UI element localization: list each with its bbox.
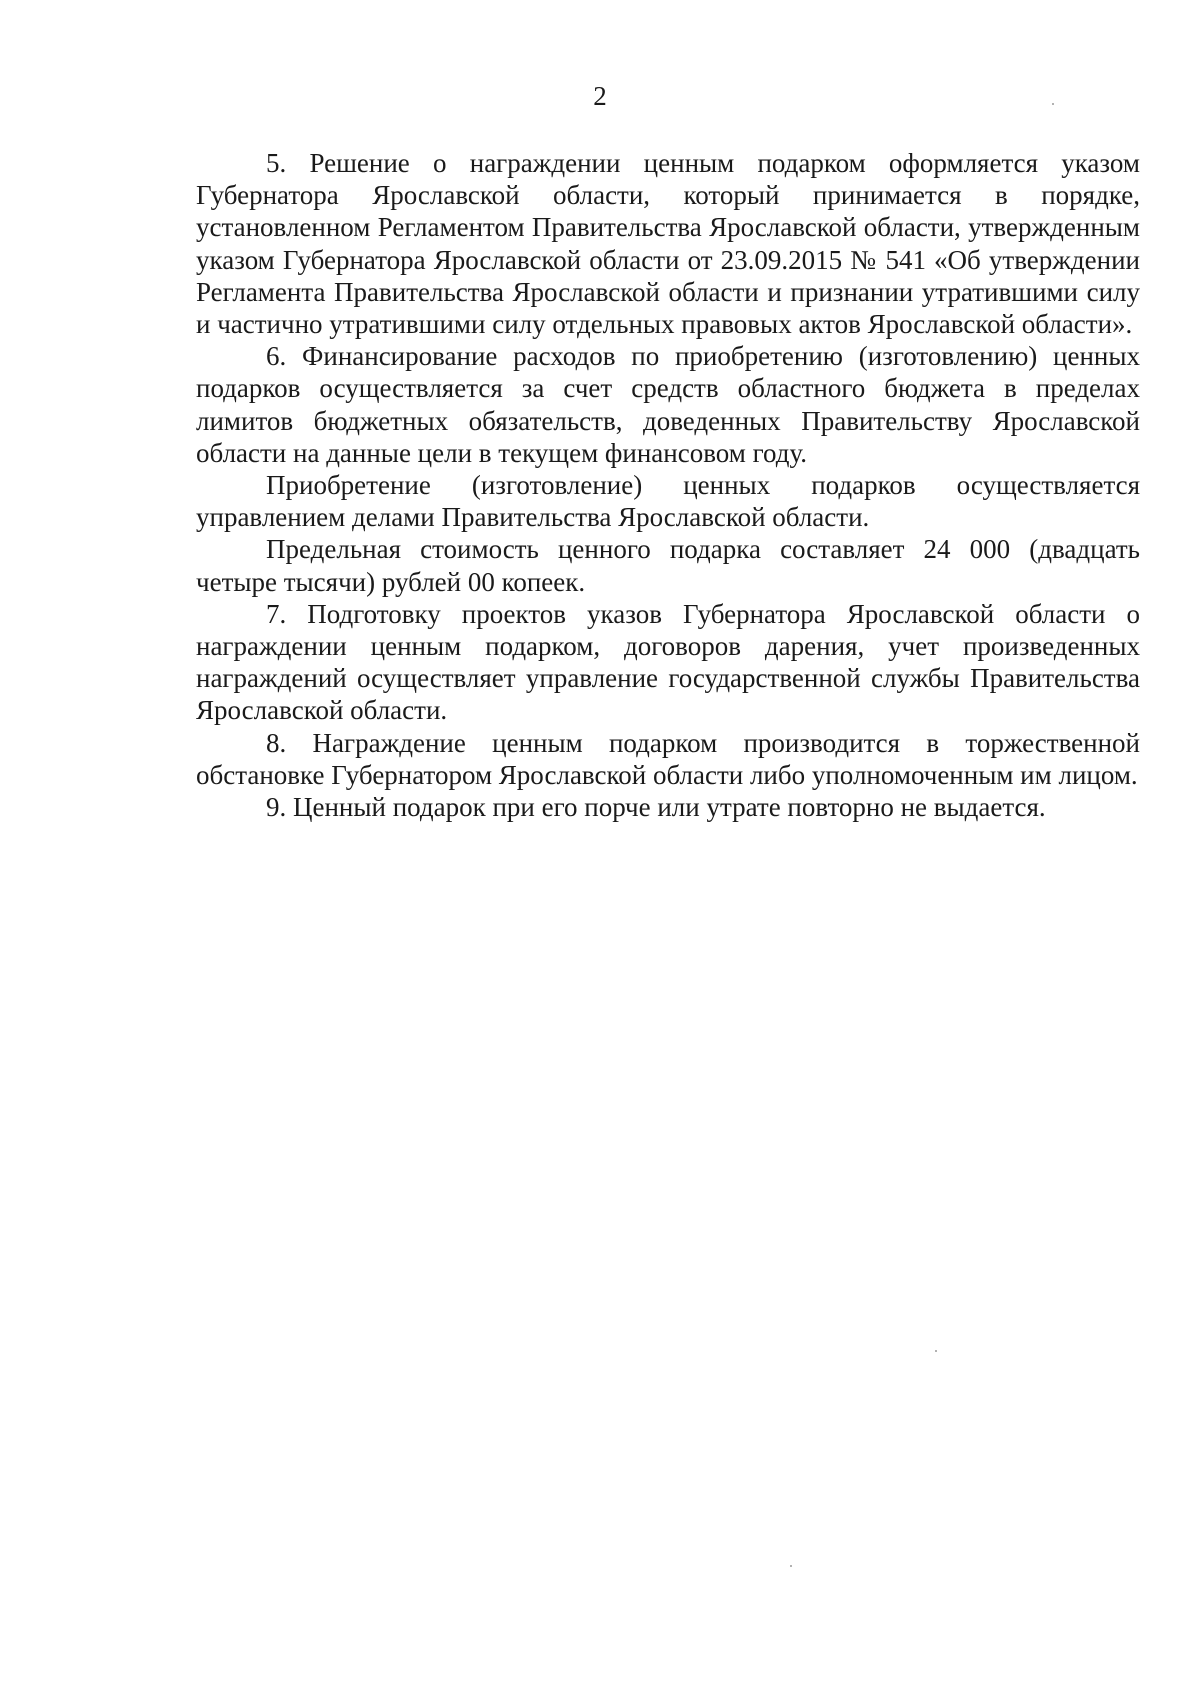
paragraph-9: 9. Ценный подарок при его порче или утрате повторно не выдается. [266, 792, 1046, 823]
paragraph-6-acquisition: Приобретение (изготовление) ценных подарков осуществляется управлением делами Правительства Ярославской области. [196, 470, 1140, 533]
scan-speck [935, 1350, 937, 1352]
scan-speck [790, 1565, 792, 1567]
paragraph-7: 7. Подготовку проектов указов Губернатора Ярославской области о награждении ценным подарком, договоров дарения, учет произведенных награждений осуществляет управление государственной службы Правительства Ярославской области. [196, 598, 1140, 726]
paragraph-5: 5. Решение о награждении ценным подарком оформляется указом Губернатора Ярославской области, который принимается в порядке, установленном Регламентом Правительства Ярославской области, утвержденным указом Губернатора Ярославской области от 23.09.2015 № 541 «Об утверждении Регламента Правительства Ярославской области и признании утратившими силу и частично утратившими силу отдельных правовых актов Ярославской области». [196, 148, 1140, 340]
paragraph-8: 8. Награждение ценным подарком производится в торжественной обстановке Губернатором Ярославской области либо уполномоченным им лицом. [196, 727, 1140, 790]
scan-speck [1052, 103, 1054, 105]
document-body [196, 147, 1140, 823]
paragraph-6-max-cost: Предельная стоимость ценного подарка составляет 24 000 (двадцать четыре тысячи) рублей 00 копеек. [196, 534, 1140, 597]
page-number: 2 [593, 81, 607, 111]
paragraph-6: 6. Финансирование расходов по приобретению (изготовлению) ценных подарков осуществляется за счет средств областного бюджета в пределах лимитов бюджетных обязательств, доведенных Правительству Ярославской области на данные цели в текущем финансовом году. [196, 341, 1140, 468]
